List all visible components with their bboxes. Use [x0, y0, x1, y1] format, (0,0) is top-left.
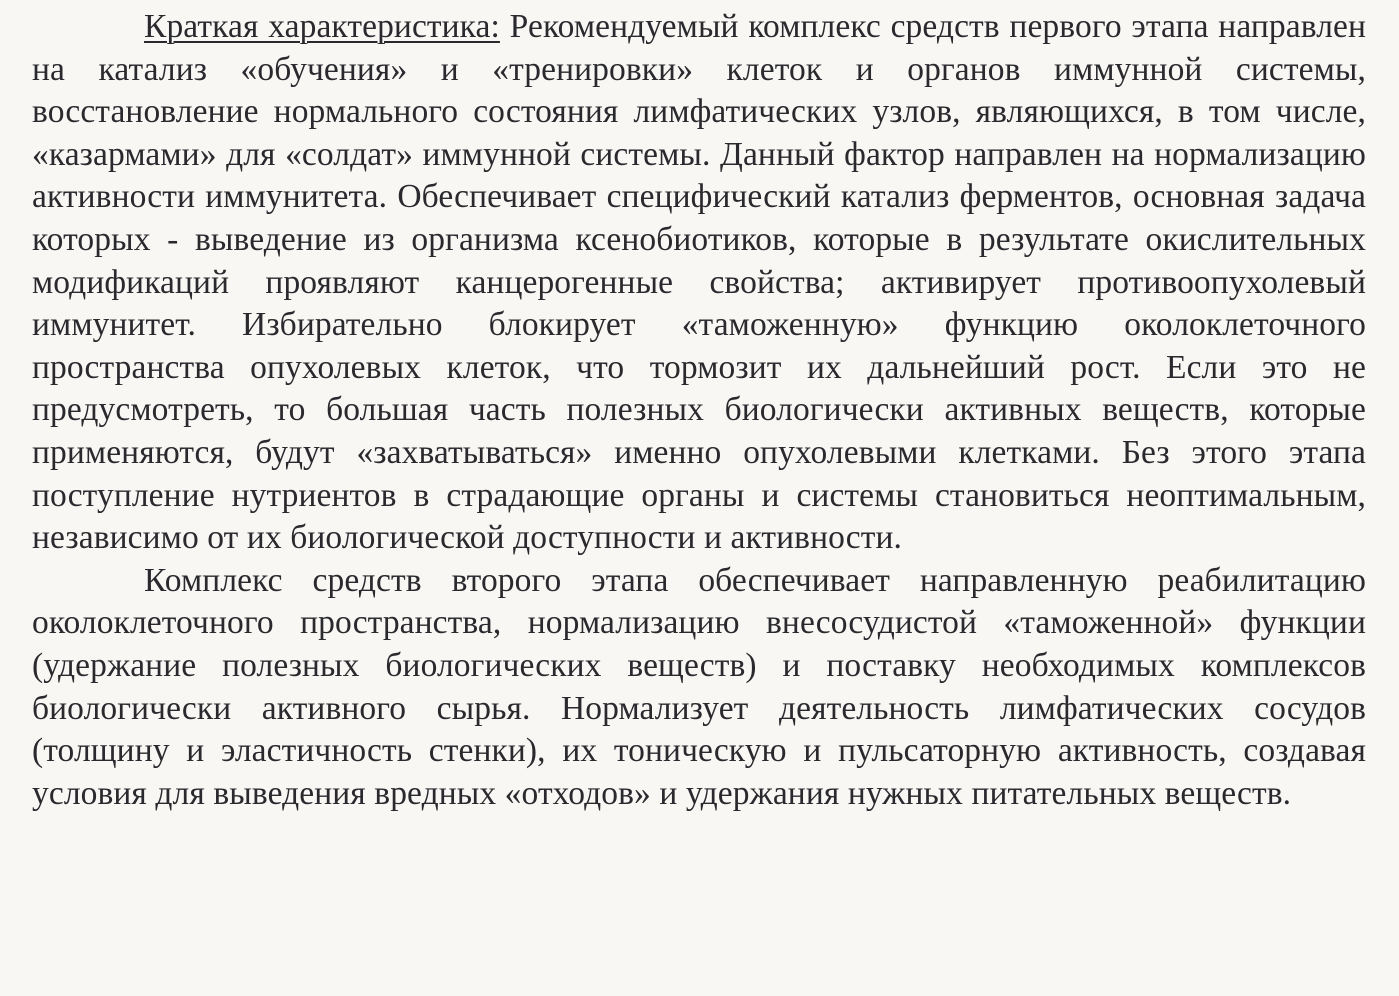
section-label: Краткая характеристика: — [144, 8, 500, 45]
document-body — [32, 6, 1366, 815]
paragraph-2-text: Комплекс средств второго этапа обеспечивает направленную реабилитацию околоклеточного пространства, нормализацию внесосудистой «таможенной» функции (удержание полезных биологических веществ) и поставку необходимых комплексов биологически активного сырья. Нормализует деятельность лимфатических сосудов (толщину и эластичность стенки), их тоническую и пульсаторную активность, создавая условия для выведения вредных «отходов» и удержания нужных питательных веществ. — [32, 561, 1366, 812]
paragraph-2 — [32, 560, 1366, 816]
paragraph-1 — [32, 6, 1366, 560]
paragraph-1-text: Рекомендуемый комплекс средств первого этапа направлен на катализ «обучения» и «тренировки» клеток и органов иммунной системы, восстановление нормального состояния лимфатических узлов, являющихся, в том числе, «казармами» для «солдат» иммунной системы. Данный фактор направлен на нормализацию активности иммунитета. Обеспечивает специфический катализ ферментов, основная задача которых - выведение из организма ксенобиотиков, которые в результате окислительных модификаций проявляют канцерогенные свойства; активирует противоопухолевый иммунитет. Избирательно блокирует «таможенную» функцию околоклеточного пространства опухолевых клеток, что тормозит их дальнейший рост. Если это не предусмотреть, то большая часть полезных биологически активных веществ, которые применяются, будут «захватываться» именно опухолевыми клетками. Без этого этапа поступление нутриентов в страдающие органы и системы становиться неоптимальным, независимо от их биологической доступности и активности. — [32, 8, 1367, 557]
